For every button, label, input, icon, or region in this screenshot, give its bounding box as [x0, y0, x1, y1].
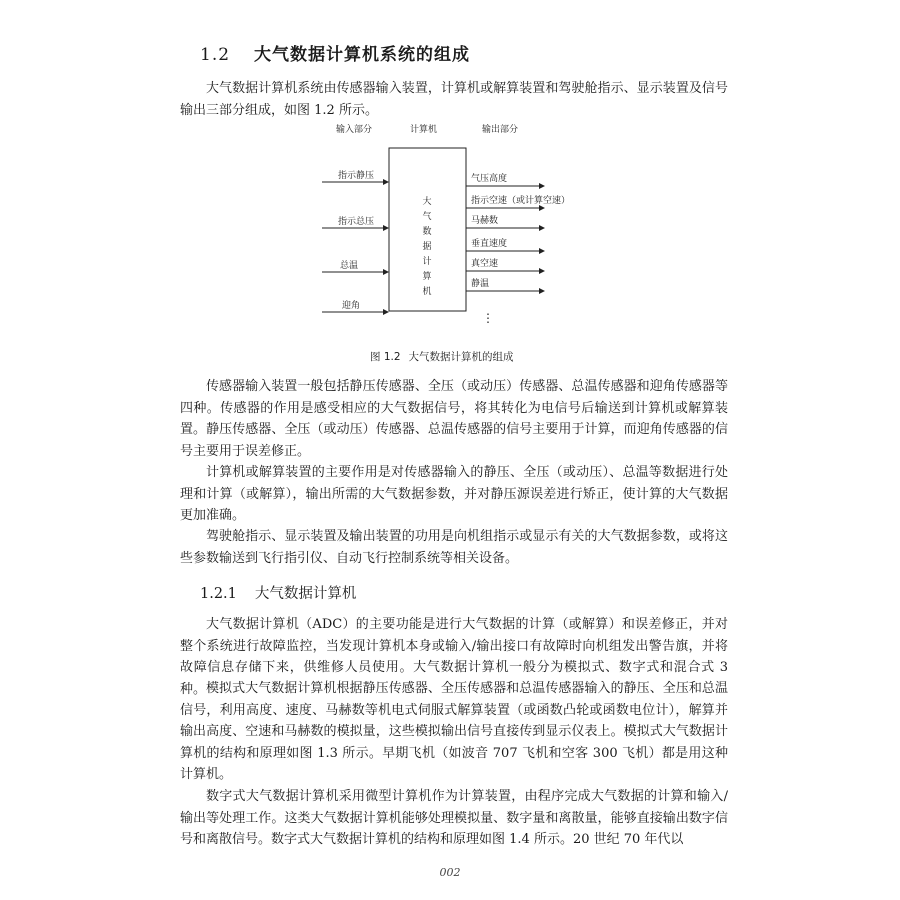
input-label: 迎角	[342, 301, 361, 311]
box-label-char: 计	[422, 257, 432, 267]
caption-number: 图 1.2	[370, 351, 401, 363]
box-label-char: 算	[422, 272, 432, 282]
output-label: 指示空速（或计算空速）	[471, 196, 571, 206]
input-label: 总温	[340, 261, 359, 271]
box-label	[422, 195, 431, 297]
box-label-char: 气	[422, 212, 432, 222]
input-label: 指示总压	[338, 217, 375, 227]
figure-caption	[370, 349, 514, 364]
box-label-char: 大	[422, 197, 432, 207]
header-input: 输入部分	[336, 125, 373, 135]
ellipsis-mark: ⋮	[482, 311, 494, 325]
subsection-number: 1.2.1	[200, 586, 237, 602]
input-label: 指示静压	[338, 171, 375, 181]
output-label: 气压高度	[471, 174, 508, 184]
header-computer: 计算机	[410, 125, 438, 135]
output-label: 真空速	[471, 259, 499, 269]
paragraph-cockpit: 驾驶舱指示、显示装置及输出装置的功用是向机组指示或显示有关的大气数据参数，或将这些参数输送到飞行指引仪、自动飞行控制系统等相关设备。	[180, 529, 728, 566]
box-label-char: 据	[422, 242, 432, 252]
paragraph-analog: 模拟式大气数据计算机根据静压传感器、全压传感器和总温传感器输入的静压、全压和总温信号，利用高度、速度、马赫数等机电式伺服式解算装置（或函数凸轮或函数电位计），解算并输出高度、空速和马赫数的模拟量，这些模拟输出信号直接传到显示仪表上。模拟式大气数据计算机的结构和原理如图 1.3 所示。早期飞机（如波音 707 飞机和空客 300 飞机）都是用这种计算机。	[180, 681, 728, 782]
section-number: 1.2	[200, 45, 231, 65]
paragraph-adc: 大气数据计算机（ADC）的主要功能是进行大气数据的计算（或解算）和误差修正，并对整个系统进行故障监控，当发现计算机本身或输入/输出接口有故障时向机组发出警告旗，并将故障信息存储下来，供维修人员使用。大气数据计算机一般分为模拟式、数字式和混合式 3 种。	[180, 617, 728, 697]
output-label: 静温	[471, 279, 490, 289]
header-output: 输出部分	[482, 125, 519, 135]
paragraph-sensors: 传感器输入装置一般包括静压传感器、全压（或动压）传感器、总温传感器和迎角传感器等四种。传感器的作用是感受相应的大气数据信号，将其转化为电信号后输送到计算机或解算装置。静压传感器、全压（或动压）传感器、总温传感器的信号主要用于计算，而迎角传感器的信号主要用于误差修正。	[180, 379, 728, 459]
output-arrows	[466, 172, 570, 325]
intro-paragraph: 大气数据计算机系统由传感器输入装置，计算机或解算装置和驾驶舱指示、显示装置及信号输出三部分组成，如图 1.2 所示。	[180, 81, 728, 118]
paragraph-computer: 计算机或解算装置的主要作用是对传感器输入的静压、全压（或动压）、总温等数据进行处理和计算（或解算），输出所需的大气数据参数，并对静压源误差进行矫正，使计算的大气数据更加准确。	[180, 465, 728, 523]
paragraph-digital: 数字式大气数据计算机采用微型计算机作为计算装置，由程序完成大气数据的计算和输入/输出等处理工作。这类大气数据计算机能够处理模拟量、数字量和离散量，能够直接输出数字信号和离散信号。数字式大气数据计算机的结构和原理如图 1.4 所示。20 世纪 70 年代以	[180, 789, 728, 847]
page-number: 002	[439, 866, 461, 879]
output-label: 马赫数	[471, 216, 499, 226]
output-label: 垂直速度	[471, 239, 508, 249]
input-arrows	[322, 169, 388, 312]
section-title: 大气数据计算机系统的组成	[254, 45, 471, 65]
subsection-title: 大气数据计算机	[254, 586, 357, 602]
box-label-char: 数	[422, 227, 432, 237]
box-label-char: 机	[422, 287, 432, 297]
figure-1-2	[318, 118, 598, 378]
block-diagram	[318, 118, 598, 348]
section-heading	[200, 40, 470, 65]
caption-text: 大气数据计算机的组成	[408, 351, 514, 363]
subsection-heading	[200, 582, 356, 603]
